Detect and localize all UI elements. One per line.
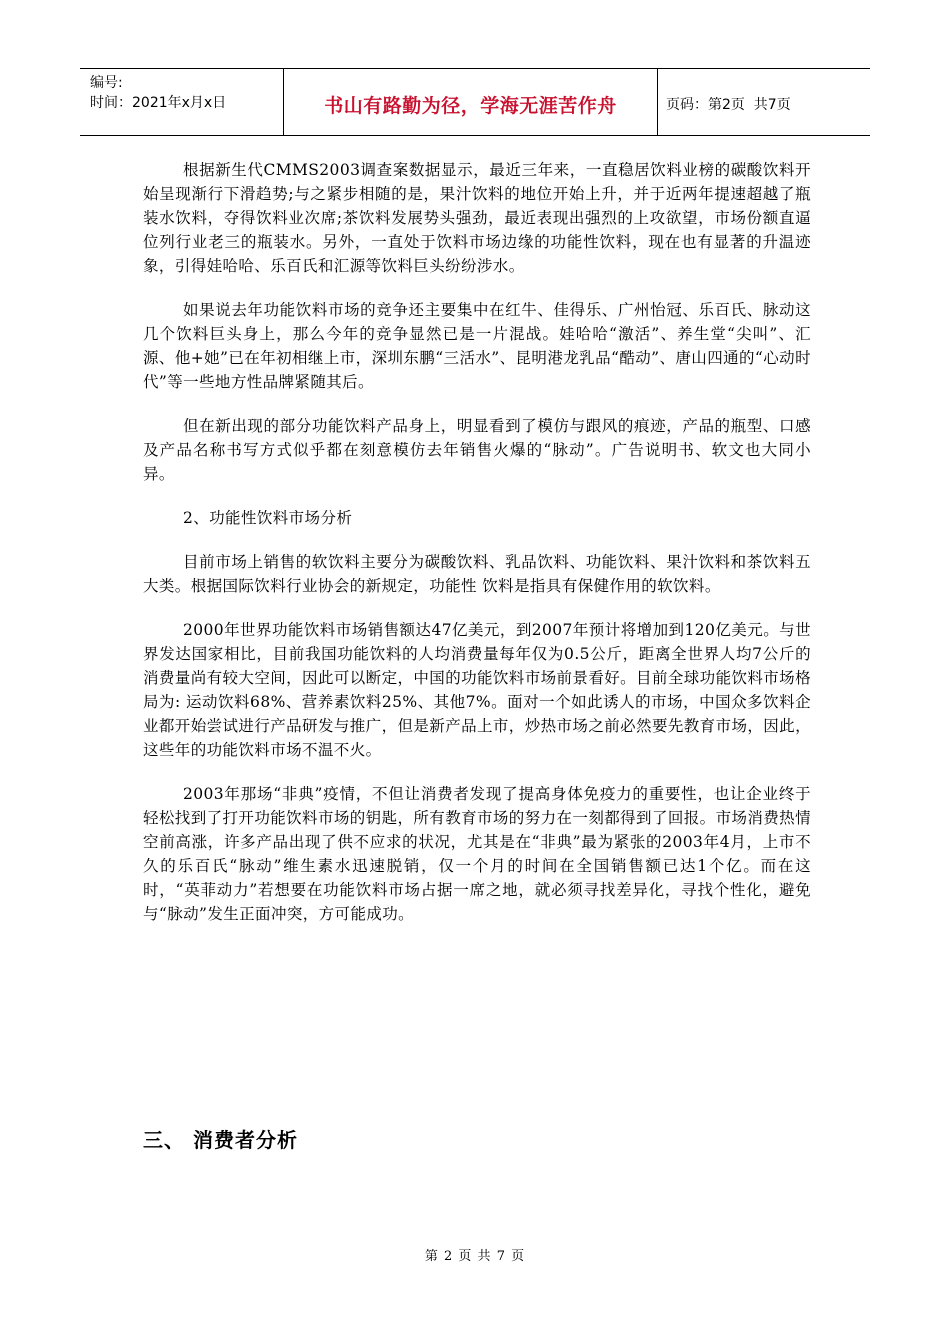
paragraph: 但在新出现的部分功能饮料产品身上，明显看到了模仿与跟风的痕迹，产品的瓶型、口感及产品名称书写方式似乎都在刻意模仿去年销售火爆的“脉动”。广告说明书、软文也大同小异。 <box>143 417 811 483</box>
paragraph: 目前市场上销售的软饮料主要分为碳酸饮料、乳品饮料、功能饮料、果汁饮料和茶饮料五大类。根据国际饮料行业协会的新规定，功能性 饮料是指具有保健作用的软饮料。 <box>143 553 811 595</box>
paragraph: 根据新生代CMMS2003调查案数据显示，最近三年来，一直稳居饮料业榜的碳酸饮料开始呈现渐行下滑趋势;与之紧步相随的是，果汁饮料的地位开始上升，并于近两年提速超越了瓶装水饮料，夺得饮料业次席;茶饮料发展势头强劲，最近表现出强烈的上攻欲望，市场份额直逼位列行业老三的瓶装水。另外，一直处于饮料市场边缘的功能性饮料，现在也有显著的升温迹象，引得娃哈哈、乐百氏和汇源等饮料巨头纷纷涉水。 <box>143 161 811 275</box>
paragraph: 2003年那场“非典”疫情，不但让消费者发现了提高身体免疫力的重要性，也让企业终于轻松找到了打开功能饮料市场的钥匙，所有教育市场的努力在一刻都得到了回报。市场消费热情空前高涨，许多产品出现了供不应求的状况，尤其是在“非典”最为紧张的2003年4月，上市不久的乐百氏“脉动”维生素水迅速脱销，仅一个月的时间在全国销售额已达1个亿。而在这时，“英菲动力”若想要在功能饮料市场占据一席之地，就必须寻找差异化，寻找个性化，避免与“脉动”发生正面冲突，方可能成功。 <box>143 785 811 923</box>
subsection-heading: 2、功能性饮料市场分析 <box>183 509 353 527</box>
page-footer: 第 2 页 共 7 页 <box>424 1249 526 1264</box>
header-page-code: 页码：第2页 共7页 <box>666 97 791 113</box>
document-body <box>143 158 811 946</box>
paragraph: 如果说去年功能饮料市场的竞争还主要集中在红牛、佳得乐、广州怡冠、乐百氏、脉动这几个饮料巨头身上，那么今年的竞争显然已是一片混战。娃哈哈“激活”、养生堂“尖叫”、汇源、他+她”已在年初相继上市，深圳东鹏“三活水”、昆明港龙乳品“酷动”、唐山四通的“心动时代”等一些地方性品牌紧随其后。 <box>143 301 811 391</box>
document-number-label: 编号: <box>90 75 123 91</box>
document-date: 时间：2021年x月x日 <box>90 95 227 111</box>
page-header <box>80 68 870 136</box>
header-meta <box>80 69 284 135</box>
paragraph: 2000年世界功能饮料市场销售额达47亿美元，到2007年预计将增加到120亿美元。与世界发达国家相比，目前我国功能饮料的人均消费量每年仅为0.5公斤，距离全世界人均7公斤的消费量尚有较大空间，因此可以断定，中国的功能饮料市场前景看好。目前全球功能饮料市场格局为: 运动饮料68%、营养素饮料25%、其他7%。面对一个如此诱人的市场，中国众多饮料企业都开始尝试进行产品研发与推广，但是新产品上市，炒热市场之前必然要先教育市场，因此，这些年的功能饮料市场不温不火。 <box>143 621 811 759</box>
header-motto: 书山有路勤为径，学海无涯苦作舟 <box>284 69 658 135</box>
section-heading: 三、 消费者分析 <box>143 1128 298 1152</box>
